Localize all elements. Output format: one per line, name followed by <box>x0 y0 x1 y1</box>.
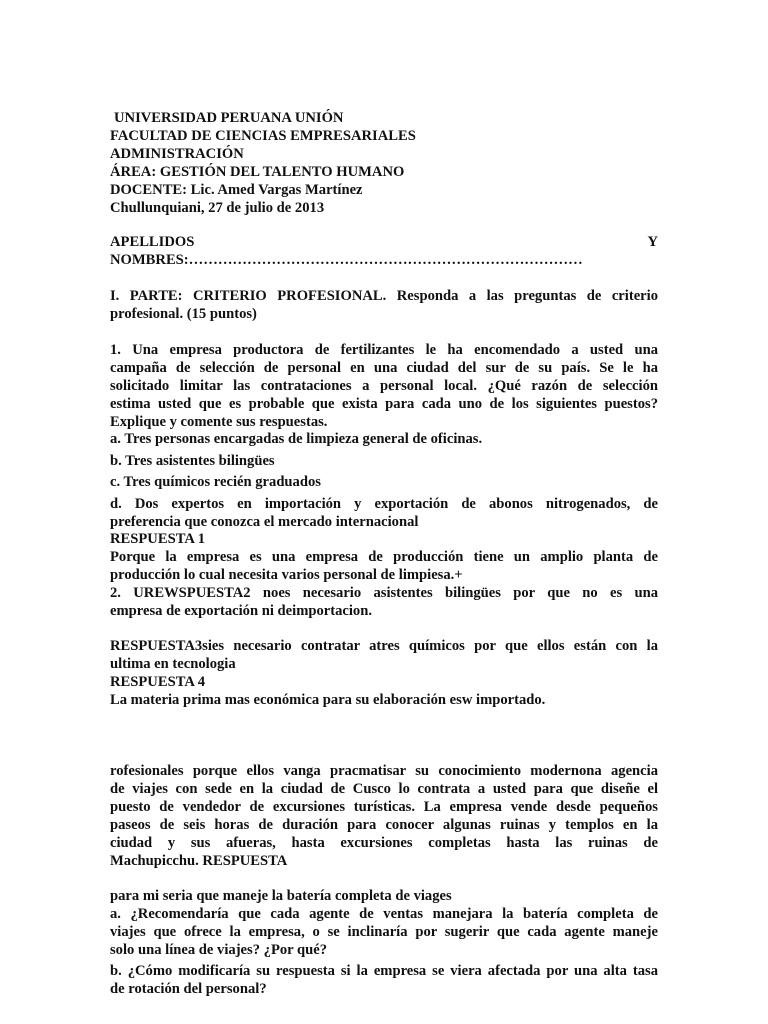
program-name: ADMINISTRACIÓN <box>110 146 244 162</box>
question2-line: ciudad y sus afueras, hasta excursiones completas hasta las ruinas de <box>110 835 658 851</box>
question1-line: 1. Una empresa productora de fertilizantes le ha encomendado a usted una <box>110 342 658 358</box>
question1-option-d: preferencia que conozca el mercado internacional <box>110 514 419 530</box>
name-field-label <box>110 233 658 251</box>
answer1-line: Porque la empresa es una empresa de producción tiene un amplio planta de <box>110 549 658 565</box>
surname-label: APELLIDOS <box>110 234 195 250</box>
name-field-blank: NOMBRES:……………………………………………………………………… <box>110 252 583 268</box>
question1-line: Explique y comente sus respuestas. <box>110 414 328 430</box>
teacher-name: DOCENTE: Lic. Amed Vargas Martínez <box>110 182 363 198</box>
question2-line: paseos de seis horas de duración para conocer algunas ruinas y templos en la <box>110 817 658 833</box>
question1-option-b: b. Tres asistentes bilingües <box>110 453 275 469</box>
question1-line: campaña de selección de personal en una ciudad del sur de su país. Se le ha <box>110 360 658 376</box>
question1-line: solicitado limitar las contrataciones a personal local. ¿Qué razón de selección <box>110 378 658 394</box>
question2-option-a: viajes que ofrece la empresa, o se inclinaría por sugerir que cada agente maneje <box>110 924 658 940</box>
answer1-title: RESPUESTA 1 <box>110 531 206 547</box>
question2-option-b: b. ¿Cómo modificaría su respuesta si la empresa se viera afectada por una alta tasa <box>110 963 658 979</box>
question2-line: Machupicchu. RESPUESTA <box>110 853 288 869</box>
place-date: Chullunquiani, 27 de julio de 2013 <box>110 200 325 216</box>
university-name: UNIVERSIDAD PERUANA UNIÓN <box>114 110 344 126</box>
answer3-line: ultima en tecnologia <box>110 656 236 672</box>
question2-answer: para mi seria que maneje la batería completa de viages <box>110 888 452 904</box>
question2-option-a: solo una línea de viajes? ¿Por qué? <box>110 942 328 958</box>
question1-line: estima usted que es probable que exista para cada uno de los siguientes puestos? <box>110 396 658 412</box>
answer4-title: RESPUESTA 4 <box>110 674 206 690</box>
answer4-line: La materia prima mas económica para su elaboración esw importado. <box>110 692 546 708</box>
faculty-name: FACULTAD DE CIENCIAS EMPRESARIALES <box>110 128 416 144</box>
area-name: ÁREA: GESTIÓN DEL TALENTO HUMANO <box>110 164 405 180</box>
question1-option-a: a. Tres personas encargadas de limpieza general de oficinas. <box>110 431 483 447</box>
answer3-line: RESPUESTA3sies necesario contratar atres químicos por que ellos están con la <box>110 638 658 654</box>
conjunction-label: Y <box>647 234 658 250</box>
question2-line: puesto de vendedor de excursiones turísticas. La empresa vende desde pequeños <box>110 799 658 815</box>
answer2-line: 2. UREWSPUESTA2 noes necesario asistentes bilingües por que no es una <box>110 585 658 601</box>
question2-option-a: a. ¿Recomendaría que cada agente de ventas manejara la batería completa de <box>110 906 658 922</box>
question1-option-d: d. Dos expertos en importación y exportación de abonos nitrogenados, de <box>110 496 658 512</box>
question2-option-b: de rotación del personal? <box>110 981 267 997</box>
answer1-line: producción lo cual necesita varios personal de limpiesa.+ <box>110 567 463 583</box>
question1-option-c: c. Tres químicos recién graduados <box>110 474 321 490</box>
answer2-line: empresa de exportación ni deimportacion. <box>110 603 372 619</box>
question2-line: rofesionales porque ellos vanga pracmatisar su conocimiento modernona agencia <box>110 763 658 779</box>
part1-subtitle: profesional. (15 puntos) <box>110 306 257 322</box>
part1-title: I. PARTE: CRITERIO PROFESIONAL. Responda a las preguntas de criterio <box>110 288 658 304</box>
question2-line: de viajes con sede en la ciudad de Cusco lo contrata a usted para que diseñe el <box>110 781 658 797</box>
